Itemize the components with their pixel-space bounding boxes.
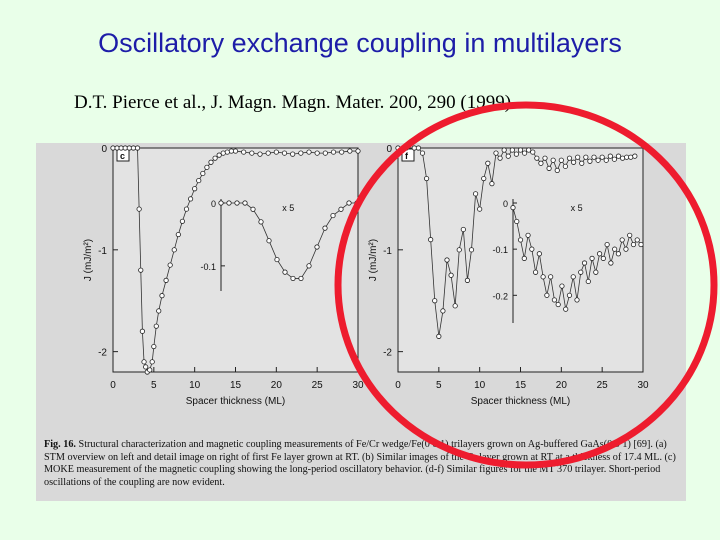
inset-point xyxy=(267,239,271,243)
data-point xyxy=(486,161,490,165)
data-point xyxy=(290,152,294,156)
data-point xyxy=(188,197,192,201)
inset-tick-label: 0 xyxy=(210,199,216,209)
caption-text: Structural characterization and magnetic coupling measurements of Fe/Cr wedge/Fe(0 0 1) trilayers grown on Ag-buffered GaAs(0 0 1) [69]. (a) STM overview on left and detail image on right of first Fe layer grown at RT. (b) Similar images of the Cr layer grown at RT at a thickness of 17.4 ML. (c) MOKE measurement of the magnetic coupling showing the long-period oscillatory behavior. (d-f) Similar figures for the MT 370 trilayer. Short-period oscillations of the coupling are now evident. xyxy=(44,439,676,488)
data-point xyxy=(154,324,158,328)
inset-point xyxy=(590,256,594,260)
data-point xyxy=(137,207,141,211)
inset-point xyxy=(259,220,263,224)
inset-point xyxy=(560,284,564,288)
inset-point xyxy=(347,201,351,205)
inset-point xyxy=(564,307,568,311)
data-point xyxy=(209,160,213,164)
caption-label: Fig. 16. xyxy=(44,439,76,450)
y-tick-label: -1 xyxy=(98,245,107,257)
inset-point xyxy=(537,252,541,256)
data-point xyxy=(307,150,311,154)
inset-point xyxy=(612,247,616,251)
data-point xyxy=(241,150,245,154)
data-point xyxy=(356,149,360,153)
data-point xyxy=(250,151,254,155)
inset-point xyxy=(355,201,359,205)
data-point xyxy=(428,237,432,241)
inset-point xyxy=(620,238,624,242)
inset-point xyxy=(518,238,522,242)
data-point xyxy=(404,146,408,150)
data-point xyxy=(213,156,217,160)
data-point xyxy=(150,360,154,364)
data-point xyxy=(510,148,514,152)
data-point xyxy=(539,161,543,165)
inset-point xyxy=(635,238,639,242)
data-point xyxy=(152,344,156,348)
data-point xyxy=(416,146,420,150)
inset-point xyxy=(631,242,635,246)
inset-point xyxy=(628,233,632,237)
data-point xyxy=(588,159,592,163)
data-point xyxy=(437,334,441,338)
inset-point xyxy=(339,207,343,211)
data-point xyxy=(164,278,168,282)
data-point xyxy=(633,154,637,158)
x-tick-label: 0 xyxy=(110,380,116,391)
inset-point xyxy=(545,293,549,297)
inset-point xyxy=(609,261,613,265)
inset-point xyxy=(624,247,628,251)
data-point xyxy=(608,154,612,158)
data-point xyxy=(465,278,469,282)
data-point xyxy=(490,181,494,185)
inset-point xyxy=(511,205,515,209)
data-point xyxy=(551,158,555,162)
inset-point xyxy=(586,279,590,283)
inset-tick-label: -0.2 xyxy=(492,291,508,302)
x-tick-label: 30 xyxy=(637,380,649,391)
inset-point xyxy=(639,242,643,246)
data-point xyxy=(143,365,147,369)
data-point xyxy=(441,309,445,313)
inset-point xyxy=(283,270,287,274)
data-point xyxy=(494,151,498,155)
inset-point xyxy=(526,233,530,237)
inset-point xyxy=(597,252,601,256)
inset-tick-label: 0 xyxy=(502,199,508,209)
data-point xyxy=(140,329,144,333)
data-point xyxy=(449,273,453,277)
inset-point xyxy=(323,226,327,230)
y-tick-label: 0 xyxy=(101,144,107,155)
inset-point xyxy=(291,276,295,280)
data-point xyxy=(420,151,424,155)
data-point xyxy=(331,150,335,154)
y-tick-label: -2 xyxy=(383,347,392,359)
x-tick-label: 20 xyxy=(555,380,567,391)
inset-point xyxy=(331,213,335,217)
inset-point xyxy=(552,298,556,302)
x-tick-label: 15 xyxy=(229,380,242,391)
x-axis-label: Spacer thickness (ML) xyxy=(185,396,286,407)
y-tick-label: -1 xyxy=(383,245,392,257)
data-point xyxy=(282,151,286,155)
data-point xyxy=(258,152,262,156)
data-point xyxy=(184,207,188,211)
data-point xyxy=(596,158,600,162)
data-point xyxy=(522,151,526,155)
inset-scale-label: x 5 xyxy=(282,203,295,213)
data-point xyxy=(584,155,588,159)
data-point xyxy=(348,149,352,153)
inset-point xyxy=(275,257,279,261)
figure-image xyxy=(36,143,686,501)
data-point xyxy=(567,156,571,160)
x-tick-label: 5 xyxy=(436,380,442,391)
data-point xyxy=(176,232,180,236)
x-tick-label: 5 xyxy=(151,380,157,391)
inset-point xyxy=(307,264,311,268)
inset-point xyxy=(315,245,319,249)
data-point xyxy=(315,151,319,155)
inset-point xyxy=(522,256,526,260)
plot-frame xyxy=(398,148,643,372)
data-point xyxy=(604,158,608,162)
panel-label: f xyxy=(405,151,408,161)
x-tick-label: 10 xyxy=(474,380,486,391)
x-tick-label: 15 xyxy=(514,380,527,391)
data-point xyxy=(142,360,146,364)
data-point xyxy=(453,304,457,308)
data-point xyxy=(396,146,400,150)
data-point xyxy=(299,151,303,155)
data-point xyxy=(571,160,575,164)
data-point xyxy=(201,171,205,175)
inset-point xyxy=(299,276,303,280)
data-point xyxy=(205,165,209,169)
inset-point xyxy=(579,270,583,274)
data-point xyxy=(575,155,579,159)
data-point xyxy=(535,156,539,160)
x-tick-label: 0 xyxy=(395,380,401,391)
data-point xyxy=(266,151,270,155)
y-axis-label: J (mJ/m²) xyxy=(83,238,94,282)
data-point xyxy=(559,158,563,162)
plot-frame xyxy=(113,148,358,372)
inset-point xyxy=(571,275,575,279)
data-point xyxy=(531,150,535,154)
data-point xyxy=(323,151,327,155)
panel-label-box xyxy=(402,149,414,161)
inset-point xyxy=(616,252,620,256)
data-point xyxy=(547,166,551,170)
data-point xyxy=(563,164,567,168)
inset-point xyxy=(575,298,579,302)
data-point xyxy=(135,146,139,150)
x-tick-label: 20 xyxy=(270,380,282,391)
data-point xyxy=(339,150,343,154)
y-tick-label: -2 xyxy=(98,347,107,359)
data-point xyxy=(433,299,437,303)
data-point xyxy=(424,176,428,180)
inset-point xyxy=(541,275,545,279)
data-point xyxy=(274,150,278,154)
data-point xyxy=(157,309,161,313)
inset-tick-label: -0.1 xyxy=(200,261,216,272)
data-point xyxy=(233,149,237,153)
data-point xyxy=(192,187,196,191)
data-point xyxy=(600,155,604,159)
data-point xyxy=(445,258,449,262)
data-point xyxy=(543,156,547,160)
data-point xyxy=(592,155,596,159)
data-point xyxy=(506,154,510,158)
inset-point xyxy=(530,247,534,251)
data-point xyxy=(168,263,172,267)
slide-title: Oscillatory exchange coupling in multilayers xyxy=(98,28,622,58)
figure-caption xyxy=(44,439,680,489)
data-point xyxy=(180,219,184,223)
inset-point xyxy=(594,270,598,274)
x-tick-label: 25 xyxy=(596,380,608,391)
citation: D.T. Pierce et al., J. Magn. Magn. Mater. 200, 290 (1999). xyxy=(74,92,516,113)
inset-point xyxy=(235,201,239,205)
inset-point xyxy=(556,302,560,306)
inset-point xyxy=(227,201,231,205)
inset-tick-label: -0.1 xyxy=(492,245,508,256)
inset-point xyxy=(243,201,247,205)
inset-point xyxy=(533,270,537,274)
data-point xyxy=(148,368,152,372)
inset-point xyxy=(548,275,552,279)
data-point xyxy=(477,207,481,211)
data-point xyxy=(498,156,502,160)
y-axis-label: J (mJ/m²) xyxy=(368,238,379,282)
x-tick-label: 25 xyxy=(311,380,323,391)
panel-label: c xyxy=(120,151,126,161)
x-tick-label: 10 xyxy=(189,380,201,391)
inset-point xyxy=(582,261,586,265)
data-point xyxy=(457,248,461,252)
data-point xyxy=(469,248,473,252)
data-point xyxy=(139,268,143,272)
inset-scale-label: x 5 xyxy=(570,203,583,213)
data-point xyxy=(612,157,616,161)
data-point xyxy=(518,148,522,152)
inset-point xyxy=(605,242,609,246)
data-point xyxy=(473,192,477,196)
inset-point xyxy=(251,207,255,211)
data-point xyxy=(555,168,559,172)
data-point xyxy=(514,152,518,156)
inset-point xyxy=(567,293,571,297)
x-axis-label: Spacer thickness (ML) xyxy=(470,396,571,407)
x-tick-label: 30 xyxy=(352,380,364,391)
inset-point xyxy=(515,219,519,223)
data-point xyxy=(461,227,465,231)
data-point xyxy=(197,178,201,182)
data-point xyxy=(482,176,486,180)
data-point xyxy=(580,161,584,165)
inset-point xyxy=(601,256,605,260)
y-tick-label: 0 xyxy=(386,144,392,155)
inset-point xyxy=(219,201,223,205)
data-point xyxy=(502,148,506,152)
data-point xyxy=(172,248,176,252)
data-point xyxy=(160,293,164,297)
